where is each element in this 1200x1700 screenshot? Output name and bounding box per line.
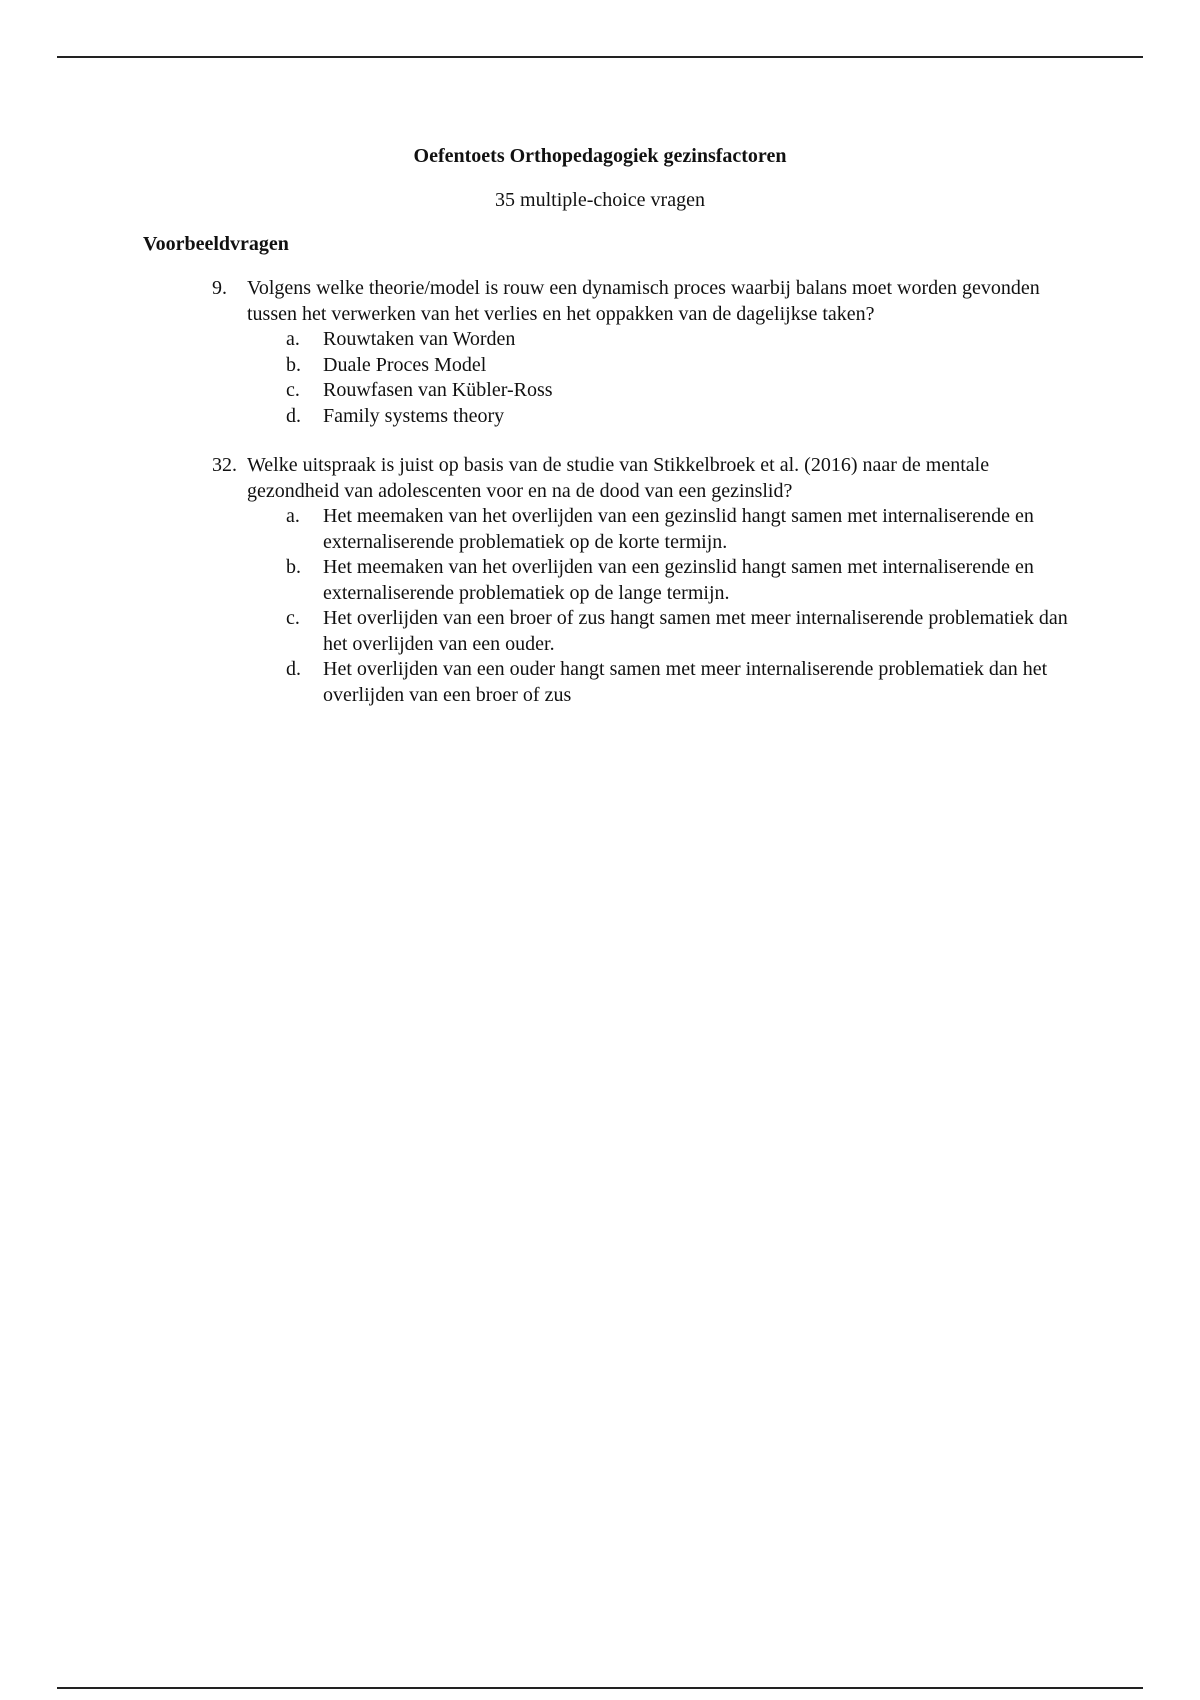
page-top-rule xyxy=(57,56,1143,58)
answer-option-b[interactable] xyxy=(0,353,1200,379)
answer-option-b[interactable] xyxy=(0,555,1200,606)
option-text: Het overlijden van een broer of zus hangt samen met meer internaliserende problematiek dan het overlijden van een ouder. xyxy=(323,607,1068,655)
option-letter: b. xyxy=(286,556,301,578)
answer-option-a[interactable] xyxy=(0,504,1200,555)
option-text: Rouwtaken van Worden xyxy=(323,328,516,350)
option-letter: c. xyxy=(286,607,300,629)
question-stem xyxy=(0,453,1200,504)
option-letter: a. xyxy=(286,505,300,527)
answer-options xyxy=(0,327,1200,429)
section-heading: Voorbeeldvragen xyxy=(143,233,289,255)
option-text: Rouwfasen van Kübler-Ross xyxy=(323,379,553,401)
question-32 xyxy=(0,453,1200,708)
option-text: Family systems theory xyxy=(323,404,505,427)
answer-option-d[interactable] xyxy=(0,657,1200,708)
answer-option-c[interactable] xyxy=(0,378,1200,404)
document-title: Oefentoets Orthopedagogiek gezinsfactoren xyxy=(413,145,787,167)
document-subtitle: 35 multiple-choice vragen xyxy=(495,189,705,211)
option-letter: a. xyxy=(286,328,300,350)
page-bottom-rule xyxy=(57,1687,1143,1689)
answer-option-c[interactable] xyxy=(0,606,1200,657)
option-text: Het overlijden van een ouder hangt samen met meer internaliserende problematiek dan het overlijden van een broer of zus xyxy=(323,658,1048,706)
option-letter: d. xyxy=(286,658,301,680)
option-text: Het meemaken van het overlijden van een gezinslid hangt samen met internaliserende en externaliserende problematiek op de lange termijn. xyxy=(323,556,1034,604)
question-number: 9. xyxy=(212,277,227,299)
question-text: Welke uitspraak is juist op basis van de studie van Stikkelbroek et al. (2016) naar de mentale gezondheid van adolescenten voor en na de dood van een gezinslid? xyxy=(247,454,990,502)
question-number: 32. xyxy=(212,454,237,476)
answer-option-a[interactable] xyxy=(0,327,1200,353)
question-stem xyxy=(0,276,1200,327)
option-letter: d. xyxy=(286,404,301,427)
question-text: Volgens welke theorie/model is rouw een dynamisch proces waarbij balans moet worden gevonden tussen het verwerken van het verlies en het oppakken van de dagelijkse taken? xyxy=(247,277,1040,325)
answer-options xyxy=(0,504,1200,708)
option-text: Duale Proces Model xyxy=(323,353,487,376)
option-letter: c. xyxy=(286,379,300,401)
option-text: Het meemaken van het overlijden van een gezinslid hangt samen met internaliserende en externaliserende problematiek op de korte termijn. xyxy=(323,505,1034,553)
option-letter: b. xyxy=(286,353,301,376)
question-9 xyxy=(0,276,1200,429)
answer-option-d[interactable] xyxy=(0,404,1200,430)
